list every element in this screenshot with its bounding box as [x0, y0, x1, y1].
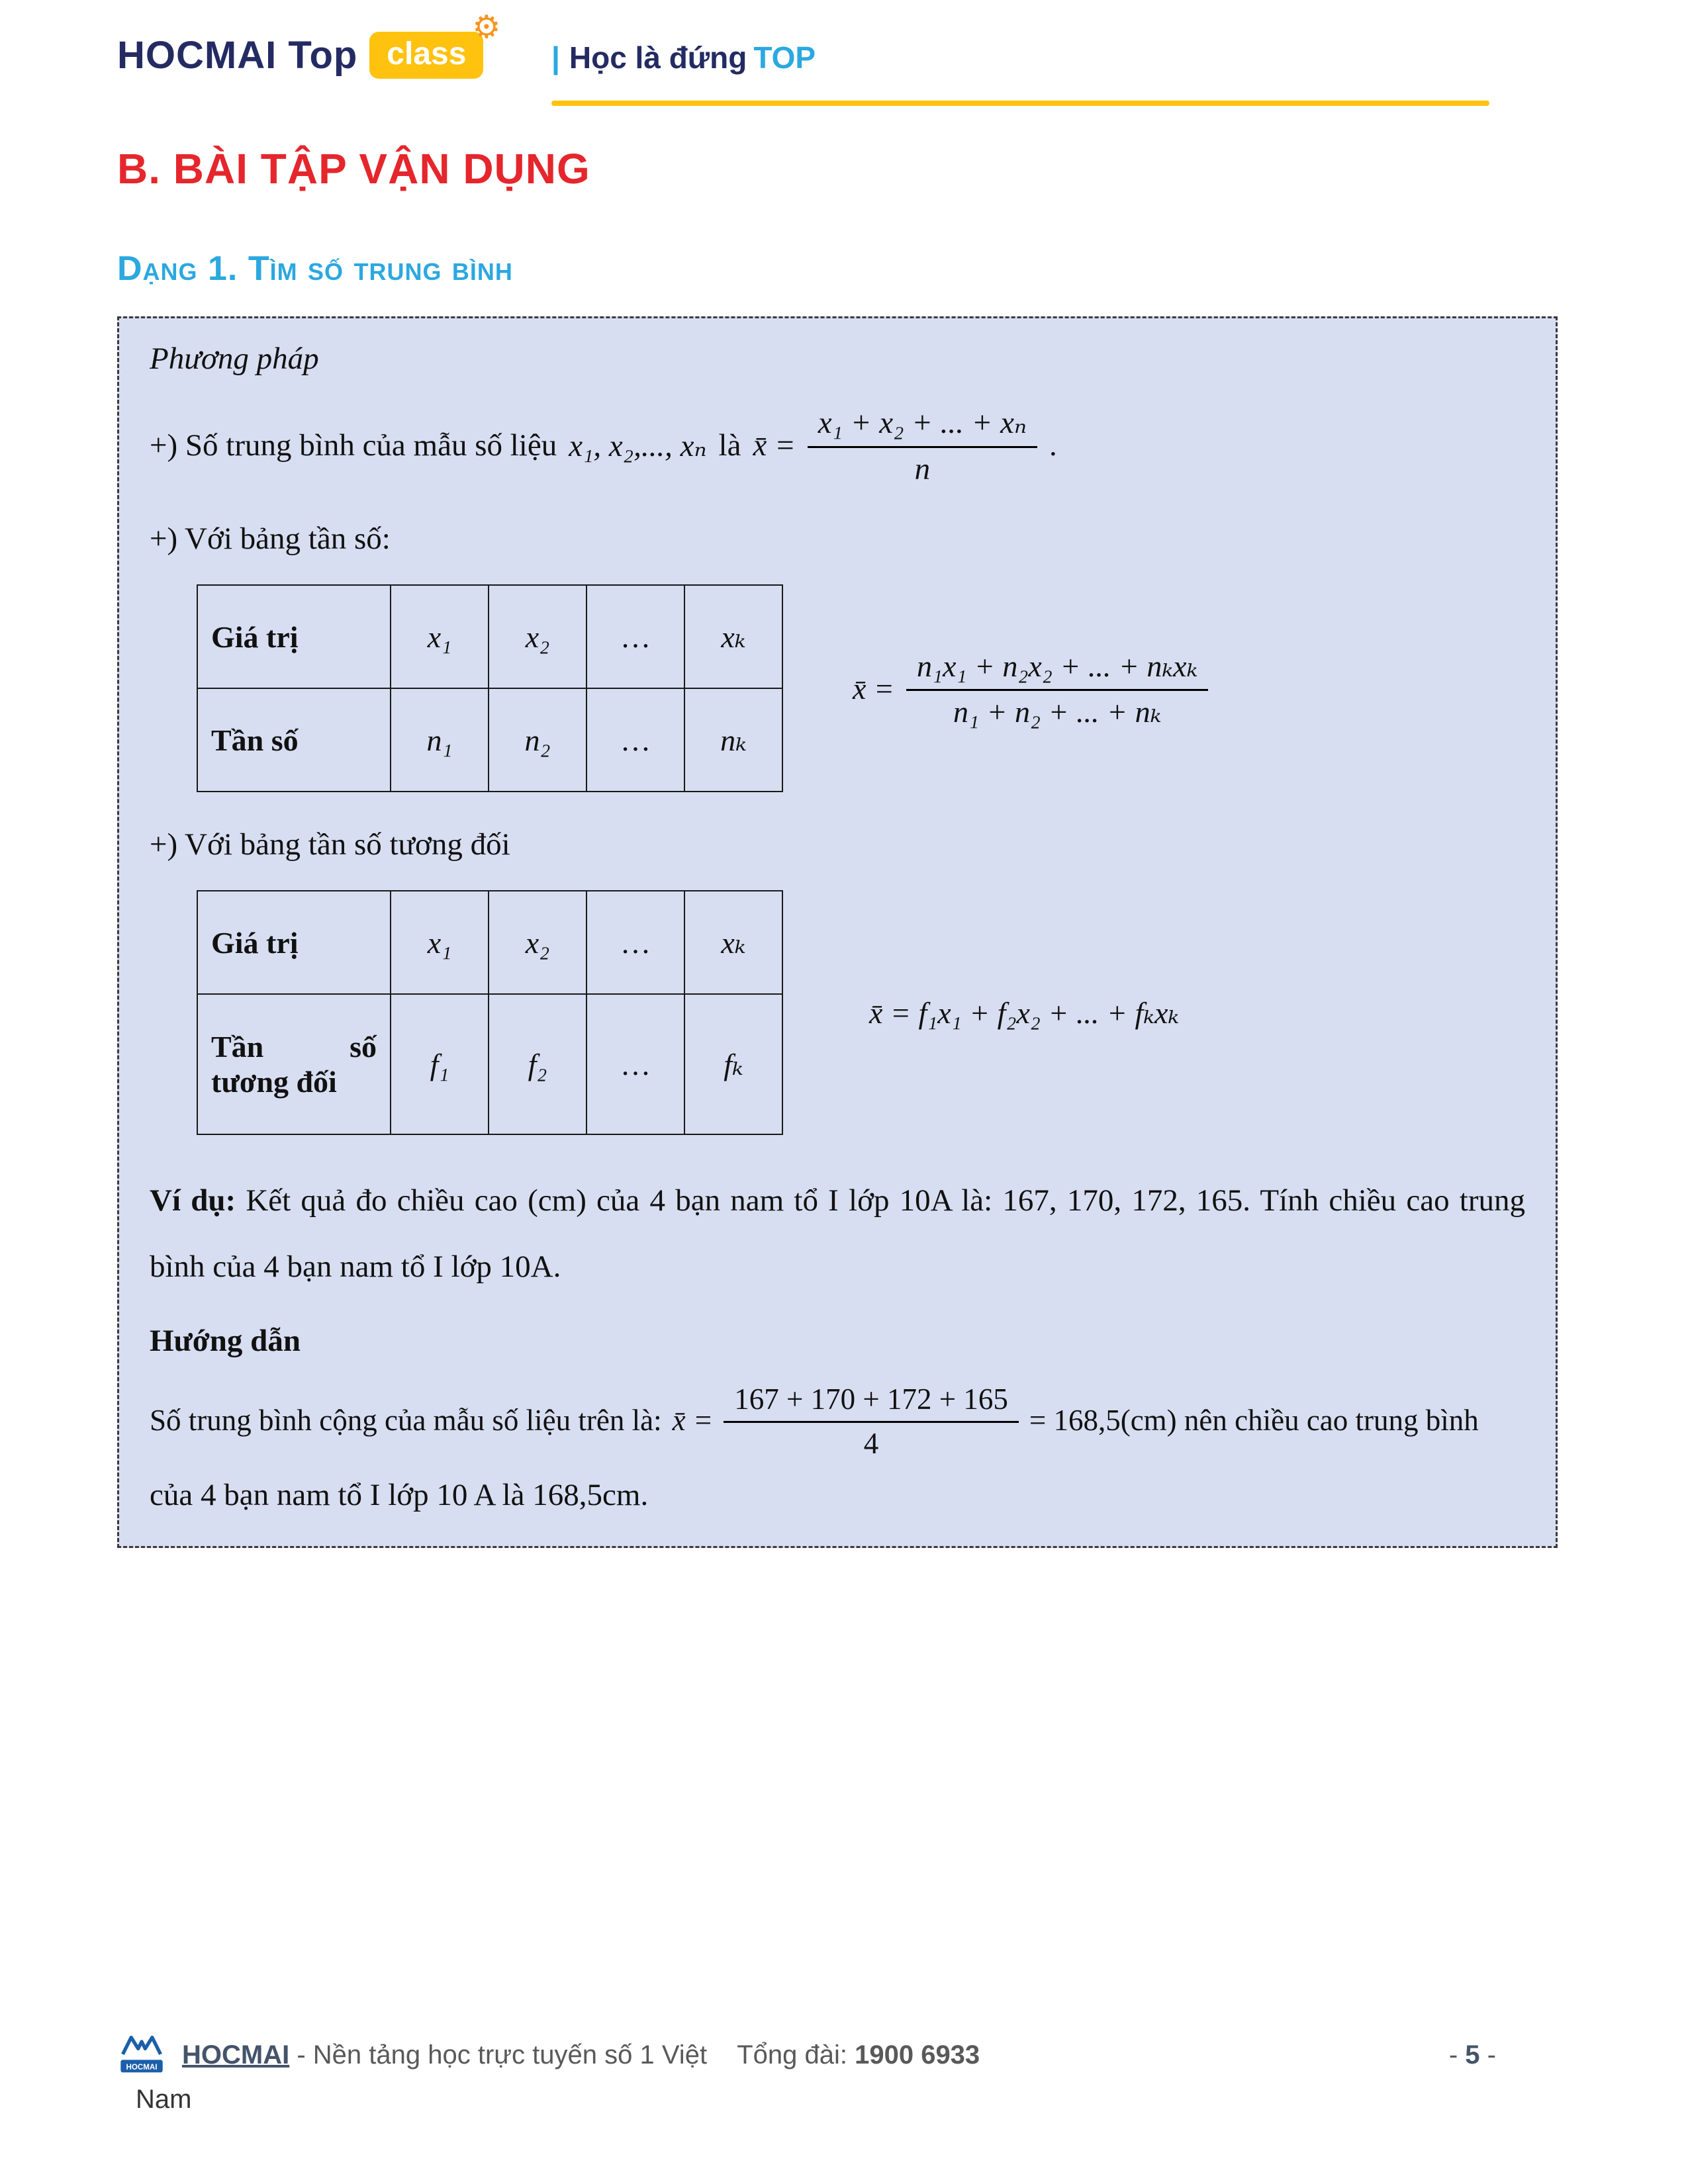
- table-cell: xₖ: [684, 585, 782, 688]
- brand-badge-label: class: [387, 36, 467, 71]
- table-cell: …: [586, 585, 684, 688]
- hotline-label: Tổng đài:: [737, 2040, 847, 2070]
- table-cell: …: [586, 688, 684, 792]
- footer-brand: HOCMAI: [182, 2040, 290, 2070]
- page-footer: [117, 2030, 1496, 2115]
- row-header: Tần số tương đối: [197, 994, 391, 1134]
- table-cell: nₖ: [684, 688, 782, 792]
- mean-fraction: [906, 648, 1208, 729]
- table-row: [197, 688, 782, 792]
- solution-fraction: [724, 1381, 1019, 1461]
- solution-label: Hướng dẫn: [150, 1323, 301, 1358]
- row-header: Tần số: [197, 688, 391, 792]
- xbar-equals: x̄ =: [853, 671, 894, 705]
- table-cell: x₁: [391, 585, 489, 688]
- hocmai-logo: [117, 10, 501, 79]
- solution-lead: Số trung bình cộng của mẫu số liệu trên là:: [150, 1404, 662, 1437]
- footer-slogan-wrap: Nam: [136, 2085, 192, 2114]
- footer-slogan: - Nền tảng học trực tuyến số 1 Việt: [297, 2040, 708, 2070]
- xbar-equals: x̄ =: [672, 1404, 714, 1437]
- table-row: [197, 994, 782, 1134]
- mean-formula-frequency: [853, 648, 1208, 729]
- method-label: Phương pháp: [150, 341, 319, 376]
- hocmai-footer-logo-icon: [117, 2030, 166, 2079]
- solution-tail: = 168,5(cm) nên chiều cao trung bình: [1029, 1404, 1479, 1437]
- table-cell: f₂: [489, 994, 586, 1134]
- table-cell: …: [586, 891, 684, 994]
- solution-line-2: của 4 bạn nam tổ I lớp 10 A là 168,5cm.: [150, 1478, 649, 1513]
- fraction-numerator: x₁ + x₂ + ... + xₙ: [808, 404, 1037, 448]
- fraction-denominator: n: [914, 451, 931, 486]
- method-box: [117, 316, 1558, 1548]
- example-text: Kết quả đo chiều cao (cm) của 4 bạn nam tổ I lớp 10A là: 167, 170, 172, 165. Tính chiều cao trung bình của 4 bạn nam tổ I lớp 10A.: [150, 1183, 1525, 1284]
- page-number-value: 5: [1465, 2040, 1480, 2070]
- footer-logo-text: HOCMAI: [126, 2063, 158, 2072]
- page-number: [1449, 2040, 1496, 2070]
- frequency-table: [197, 584, 783, 792]
- example-paragraph: [150, 1168, 1525, 1300]
- brand-badge: [369, 10, 501, 79]
- tagline-highlight: TOP: [753, 40, 816, 75]
- footer-text: [182, 2040, 980, 2070]
- fraction-denominator: 4: [863, 1426, 879, 1460]
- tagline-text: Học là đứng: [569, 40, 747, 75]
- table-cell: n₁: [391, 688, 489, 792]
- table-cell: x₂: [489, 891, 586, 994]
- table-cell: …: [586, 994, 684, 1134]
- header-rule: [551, 101, 1489, 106]
- relative-frequency-table: [197, 890, 783, 1135]
- footer-row: [117, 2030, 1496, 2079]
- page-number-dash: -: [1487, 2040, 1496, 2070]
- fraction-numerator: n₁x₁ + n₂x₂ + ... + nₖxₖ: [906, 648, 1208, 691]
- row-header: Giá trị: [197, 585, 391, 688]
- table-cell: x₁: [391, 891, 489, 994]
- section-heading: B. BÀI TẬP VẬN DỤNG: [117, 145, 590, 193]
- gear-icon: ⚙: [472, 10, 501, 45]
- fraction-numerator: 167 + 170 + 172 + 165: [724, 1381, 1019, 1423]
- table-row: [197, 585, 782, 688]
- mean-definition: [150, 404, 1525, 486]
- mean-fraction: [808, 404, 1037, 486]
- xbar-equals: x̄ =: [753, 428, 796, 463]
- mean-definition-mid: là: [718, 428, 741, 463]
- table-cell: n₂: [489, 688, 586, 792]
- fraction-denominator: n₁ + n₂ + ... + nₖ: [953, 694, 1162, 729]
- frequency-table-intro: +) Với bảng tần số:: [150, 522, 391, 557]
- table-cell: x₂: [489, 585, 586, 688]
- relative-frequency-table-row: [150, 890, 1525, 1135]
- brand-name: HOCMAI Top: [117, 34, 358, 77]
- table-cell: fₖ: [684, 994, 782, 1134]
- relative-frequency-intro: +) Với bảng tần số tương đối: [150, 827, 510, 862]
- row-header: Giá trị: [197, 891, 391, 994]
- header-tagline: [551, 40, 816, 75]
- page-number-dash: -: [1448, 2040, 1458, 2070]
- subsection-heading: Dạng 1. Tìm số trung bình: [117, 250, 513, 288]
- sentence-end: .: [1049, 428, 1057, 463]
- tagline-divider: |: [551, 40, 560, 75]
- mean-definition-lead: +) Số trung bình của mẫu số liệu: [150, 428, 557, 463]
- table-cell: xₖ: [684, 891, 782, 994]
- frequency-table-row: [150, 584, 1525, 792]
- example-label: Ví dụ:: [150, 1183, 236, 1218]
- table-cell: f₁: [391, 994, 489, 1134]
- table-row: [197, 891, 782, 994]
- footer-hotline: [737, 2040, 980, 2070]
- solution-line: [150, 1381, 1525, 1461]
- sequence-notation: x₁, x₂,..., xₙ: [569, 428, 707, 463]
- hotline-number: 1900 6933: [855, 2040, 980, 2070]
- mean-formula-relative: x̄ = f₁x₁ + f₂x₂ + ... + fₖxₖ: [869, 996, 1180, 1030]
